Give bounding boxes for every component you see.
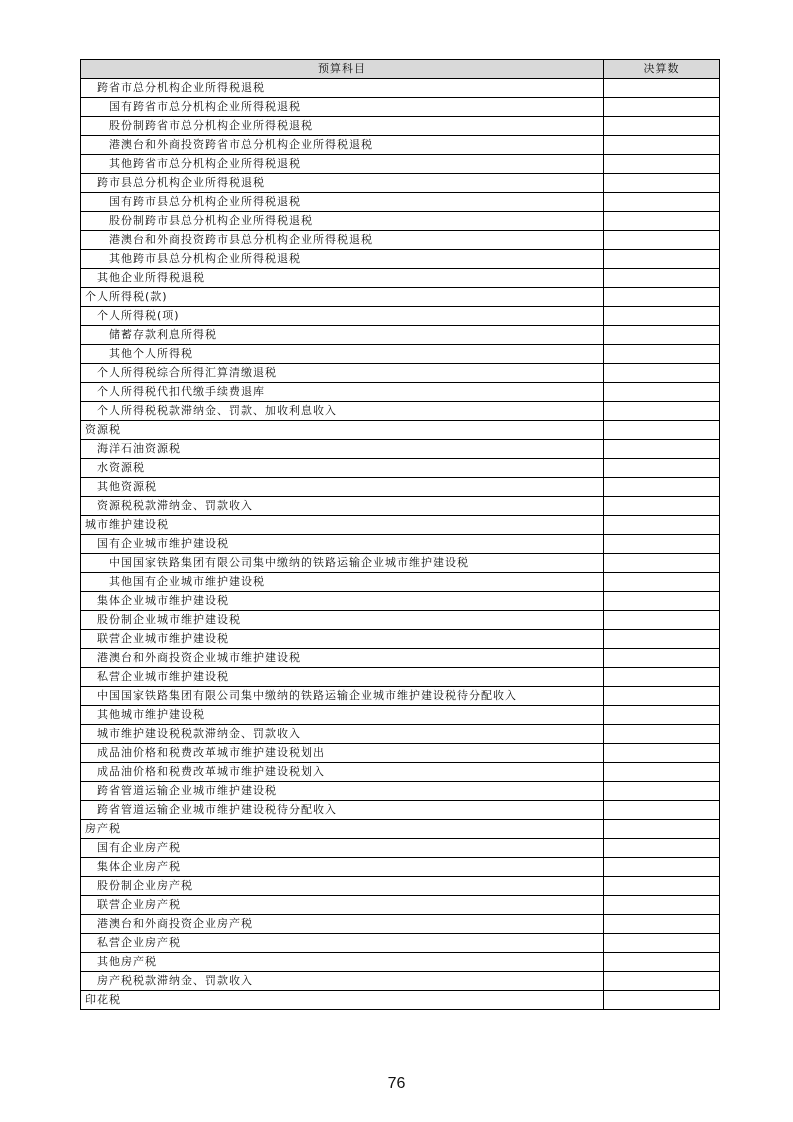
amount-cell	[604, 174, 720, 193]
amount-cell	[604, 630, 720, 649]
table-row	[81, 820, 720, 839]
amount-cell	[604, 535, 720, 554]
table-row	[81, 155, 720, 174]
amount-cell	[604, 231, 720, 250]
subject-cell: 集体企业城市维护建设税	[81, 592, 604, 611]
table-row	[81, 98, 720, 117]
amount-cell	[604, 725, 720, 744]
table-row	[81, 877, 720, 896]
amount-cell	[604, 516, 720, 535]
subject-cell: 中国国家铁路集团有限公司集中缴纳的铁路运输企业城市维护建设税待分配收入	[81, 687, 604, 706]
subject-cell: 其他企业所得税退税	[81, 269, 604, 288]
subject-cell: 私营企业房产税	[81, 934, 604, 953]
table-row	[81, 725, 720, 744]
table-row	[81, 326, 720, 345]
table-row	[81, 383, 720, 402]
table-body	[81, 79, 720, 1010]
subject-cell: 个人所得税(款)	[81, 288, 604, 307]
amount-cell	[604, 877, 720, 896]
table-row	[81, 79, 720, 98]
subject-cell: 私营企业城市维护建设税	[81, 668, 604, 687]
amount-cell	[604, 269, 720, 288]
amount-cell	[604, 307, 720, 326]
amount-cell	[604, 991, 720, 1010]
subject-cell: 资源税税款滞纳金、罚款收入	[81, 497, 604, 516]
amount-cell	[604, 402, 720, 421]
page-number: 76	[387, 1075, 406, 1092]
table-row	[81, 364, 720, 383]
table-row	[81, 592, 720, 611]
amount-cell	[604, 250, 720, 269]
subject-cell: 联营企业房产税	[81, 896, 604, 915]
amount-cell	[604, 706, 720, 725]
subject-cell: 水资源税	[81, 459, 604, 478]
table-row	[81, 269, 720, 288]
amount-cell	[604, 820, 720, 839]
subject-cell: 城市维护建设税	[81, 516, 604, 535]
table-row	[81, 687, 720, 706]
subject-cell: 港澳台和外商投资企业城市维护建设税	[81, 649, 604, 668]
amount-cell	[604, 573, 720, 592]
amount-cell	[604, 459, 720, 478]
table-row	[81, 421, 720, 440]
amount-cell	[604, 953, 720, 972]
subject-cell: 国有企业城市维护建设税	[81, 535, 604, 554]
table-row	[81, 212, 720, 231]
subject-cell: 港澳台和外商投资跨省市总分机构企业所得税退税	[81, 136, 604, 155]
table-header-row	[81, 60, 720, 79]
amount-cell	[604, 193, 720, 212]
table-row	[81, 839, 720, 858]
subject-cell: 储蓄存款利息所得税	[81, 326, 604, 345]
subject-cell: 个人所得税综合所得汇算清缴退税	[81, 364, 604, 383]
amount-cell	[604, 687, 720, 706]
subject-cell: 个人所得税(项)	[81, 307, 604, 326]
subject-cell: 其他跨省市总分机构企业所得税退税	[81, 155, 604, 174]
amount-cell	[604, 497, 720, 516]
subject-cell: 其他国有企业城市维护建设税	[81, 573, 604, 592]
amount-cell	[604, 649, 720, 668]
table-row	[81, 953, 720, 972]
subject-cell: 跨省管道运输企业城市维护建设税	[81, 782, 604, 801]
table-row	[81, 174, 720, 193]
table-row	[81, 972, 720, 991]
table-row	[81, 991, 720, 1010]
amount-cell	[604, 839, 720, 858]
subject-cell: 跨市县总分机构企业所得税退税	[81, 174, 604, 193]
table-row	[81, 440, 720, 459]
subject-cell: 其他城市维护建设税	[81, 706, 604, 725]
table-row	[81, 763, 720, 782]
table-row	[81, 345, 720, 364]
table-row	[81, 250, 720, 269]
amount-cell	[604, 155, 720, 174]
amount-cell	[604, 326, 720, 345]
subject-cell: 国有企业房产税	[81, 839, 604, 858]
amount-cell	[604, 478, 720, 497]
table-row	[81, 801, 720, 820]
table-row	[81, 497, 720, 516]
amount-cell	[604, 136, 720, 155]
table-row	[81, 744, 720, 763]
amount-cell	[604, 858, 720, 877]
subject-cell: 其他房产税	[81, 953, 604, 972]
subject-cell: 其他资源税	[81, 478, 604, 497]
table-row	[81, 668, 720, 687]
budget-table	[80, 59, 720, 1010]
subject-cell: 联营企业城市维护建设税	[81, 630, 604, 649]
subject-cell: 其他跨市县总分机构企业所得税退税	[81, 250, 604, 269]
table-row	[81, 611, 720, 630]
table-row	[81, 934, 720, 953]
table-row	[81, 478, 720, 497]
table-row	[81, 915, 720, 934]
amount-cell	[604, 668, 720, 687]
subject-cell: 股份制企业房产税	[81, 877, 604, 896]
table-row	[81, 459, 720, 478]
subject-cell: 成品油价格和税费改革城市维护建设税划出	[81, 744, 604, 763]
table-row	[81, 706, 720, 725]
subject-cell: 股份制跨市县总分机构企业所得税退税	[81, 212, 604, 231]
table-row	[81, 516, 720, 535]
subject-cell: 国有跨省市总分机构企业所得税退税	[81, 98, 604, 117]
amount-cell	[604, 611, 720, 630]
table-row	[81, 782, 720, 801]
amount-cell	[604, 801, 720, 820]
amount-cell	[604, 421, 720, 440]
table-row	[81, 554, 720, 573]
amount-cell	[604, 212, 720, 231]
amount-cell	[604, 744, 720, 763]
table-row	[81, 307, 720, 326]
table-row	[81, 649, 720, 668]
amount-cell	[604, 592, 720, 611]
amount-cell	[604, 288, 720, 307]
subject-cell: 成品油价格和税费改革城市维护建设税划入	[81, 763, 604, 782]
amount-cell	[604, 782, 720, 801]
subject-cell: 跨省管道运输企业城市维护建设税待分配收入	[81, 801, 604, 820]
subject-cell: 印花税	[81, 991, 604, 1010]
table-row	[81, 630, 720, 649]
table-row	[81, 573, 720, 592]
table-row	[81, 117, 720, 136]
subject-cell: 城市维护建设税税款滞纳金、罚款收入	[81, 725, 604, 744]
subject-cell: 港澳台和外商投资企业房产税	[81, 915, 604, 934]
amount-cell	[604, 763, 720, 782]
subject-cell: 个人所得税代扣代缴手续费退库	[81, 383, 604, 402]
amount-cell	[604, 896, 720, 915]
subject-cell: 股份制跨省市总分机构企业所得税退税	[81, 117, 604, 136]
subject-cell: 集体企业房产税	[81, 858, 604, 877]
amount-cell	[604, 934, 720, 953]
amount-cell	[604, 915, 720, 934]
subject-cell: 资源税	[81, 421, 604, 440]
table-row	[81, 402, 720, 421]
amount-column-header: 决算数	[604, 60, 720, 79]
amount-cell	[604, 972, 720, 991]
table-row	[81, 136, 720, 155]
amount-cell	[604, 554, 720, 573]
subject-column-header: 预算科目	[81, 60, 604, 79]
amount-cell	[604, 383, 720, 402]
table-row	[81, 288, 720, 307]
table-row	[81, 193, 720, 212]
subject-cell: 房产税税款滞纳金、罚款收入	[81, 972, 604, 991]
table-row	[81, 858, 720, 877]
subject-cell: 海洋石油资源税	[81, 440, 604, 459]
table-row	[81, 535, 720, 554]
subject-cell: 跨省市总分机构企业所得税退税	[81, 79, 604, 98]
subject-cell: 房产税	[81, 820, 604, 839]
subject-cell: 中国国家铁路集团有限公司集中缴纳的铁路运输企业城市维护建设税	[81, 554, 604, 573]
subject-cell: 其他个人所得税	[81, 345, 604, 364]
subject-cell: 个人所得税税款滞纳金、罚款、加收利息收入	[81, 402, 604, 421]
amount-cell	[604, 364, 720, 383]
subject-cell: 港澳台和外商投资跨市县总分机构企业所得税退税	[81, 231, 604, 250]
amount-cell	[604, 345, 720, 364]
table-row	[81, 231, 720, 250]
amount-cell	[604, 98, 720, 117]
subject-cell: 股份制企业城市维护建设税	[81, 611, 604, 630]
amount-cell	[604, 79, 720, 98]
subject-cell: 国有跨市县总分机构企业所得税退税	[81, 193, 604, 212]
table-row	[81, 896, 720, 915]
amount-cell	[604, 440, 720, 459]
amount-cell	[604, 117, 720, 136]
